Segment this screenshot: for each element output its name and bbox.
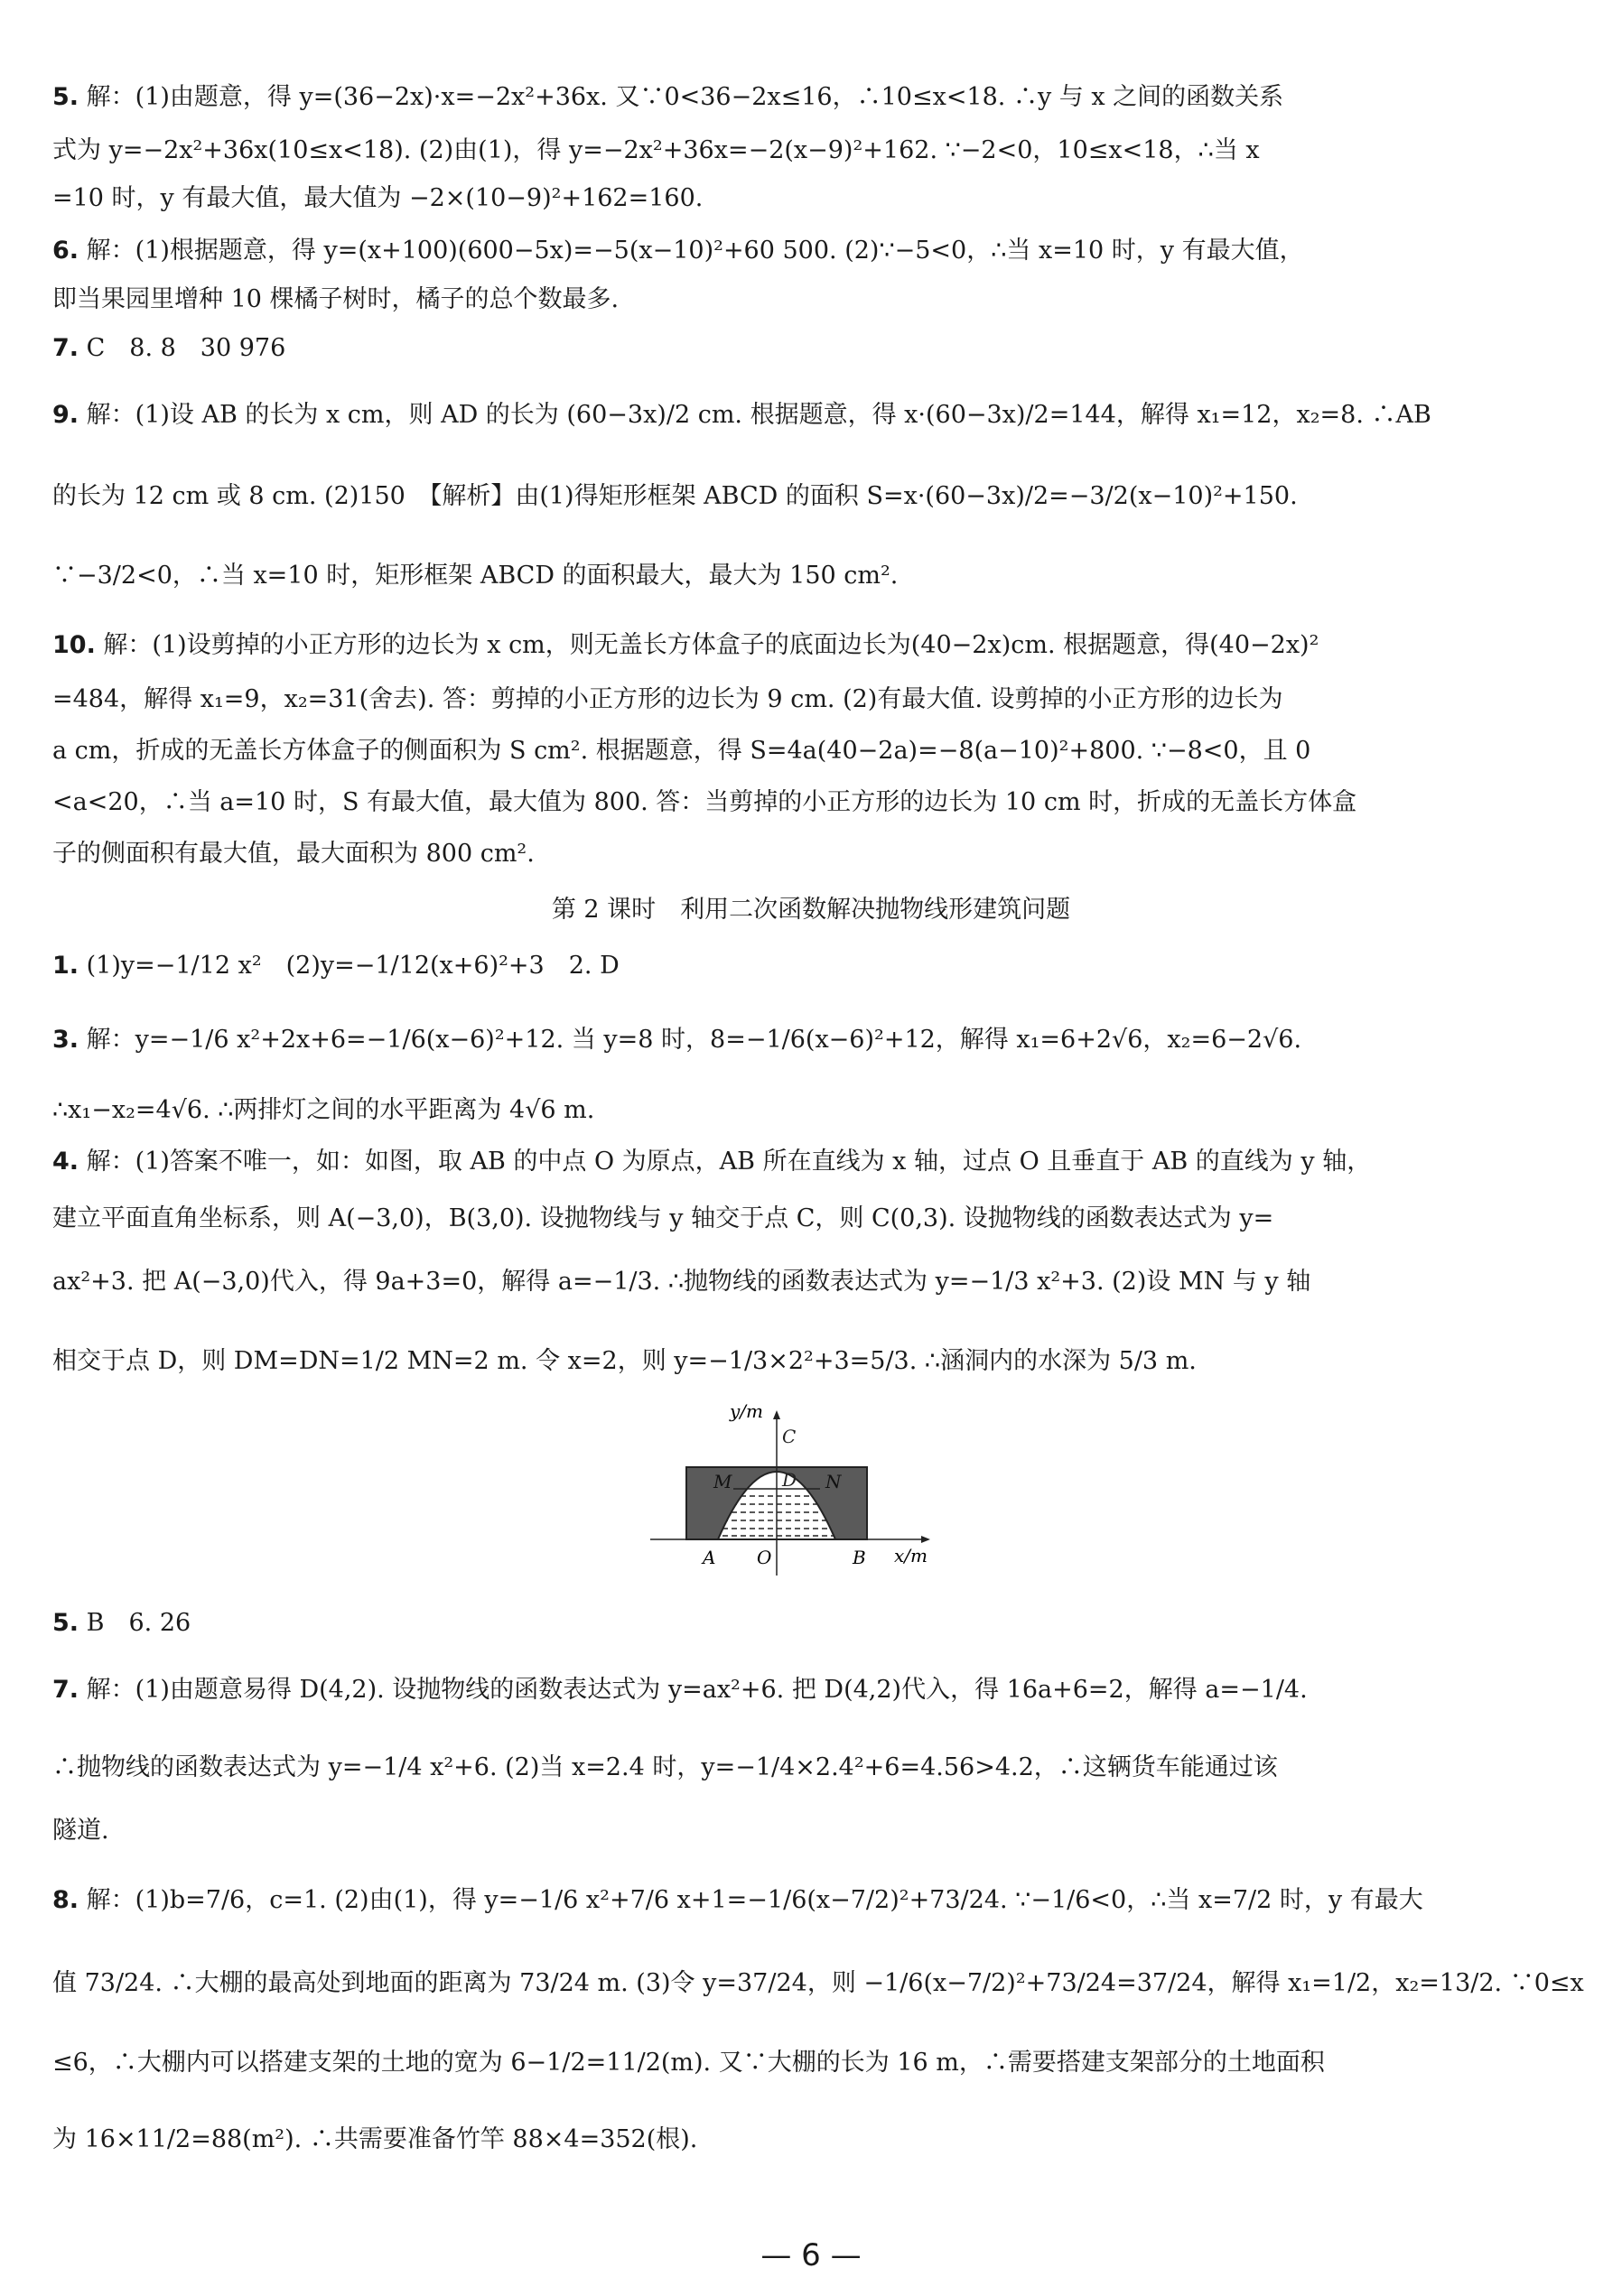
line-text: 解：(1)根据题意，得 y=(x+100)(600−5x)=−5(x−10)²+60 500. (2)∵−5<0，∴当 x=10 时，y 有最大值，	[79, 237, 1304, 265]
line-text: 即当果园里增种 10 棵橘子树时，橘子的总个数最多.	[52, 285, 620, 313]
line-text: 解：(1)由题意，得 y=(36−2x)·x=−2x²+36x. 又∵0<36−2x≤16，∴10≤x<18. ∴y 与 x 之间的函数关系	[79, 83, 1284, 111]
problem-number: 1.	[52, 952, 79, 980]
line-text: (1)y=−1/12 x² (2)y=−1/12(x+6)²+3 2. D	[79, 952, 620, 980]
problem-number: 8.	[52, 1886, 79, 1914]
line-text: 解：y=−1/6 x²+2x+6=−1/6(x−6)²+12. 当 y=8 时，8=−1/6(x−6)²+12，解得 x₁=6+2√6，x₂=6−2√6.	[79, 1026, 1302, 1054]
y-axis-arrow	[773, 1410, 780, 1419]
line-text: ax²+3. 把 A(−3,0)代入，得 9a+3=0，解得 a=−1/3. ∴抛物线的函数表达式为 y=−1/3 x²+3. (2)设 MN 与 y 轴	[52, 1268, 1311, 1296]
point-m-label: M	[713, 1471, 732, 1492]
x-axis-arrow	[921, 1536, 930, 1543]
line-text: 隧道.	[52, 1817, 109, 1845]
culvert-svg	[632, 1399, 975, 1580]
line-text: 解：(1)设剪掉的小正方形的边长为 x cm，则无盖长方体盒子的底面边长为(40−2x)cm. 根据题意，得(40−2x)²	[95, 631, 1319, 659]
problem-number: 7.	[52, 334, 79, 362]
text-line	[52, 1144, 1543, 1180]
line-text: =10 时，y 有最大值，最大值为 −2×(10−9)²+162=160.	[52, 184, 704, 212]
problem-number: 10.	[52, 631, 96, 659]
problem-number: 6.	[52, 237, 79, 265]
line-text: 解：(1)设 AB 的长为 x cm，则 AD 的长为 (60−3x)/2 cm. 根据题意，得 x·(60−3x)/2=144，解得 x₁=12，x₂=8. ∴AB	[79, 401, 1431, 429]
point-b-label: B	[853, 1547, 866, 1568]
section-title: 第 2 课时 利用二次函数解决抛物线形建筑问题	[551, 896, 1071, 924]
text-line	[52, 479, 1543, 515]
problem-number: 5.	[52, 1609, 79, 1637]
problem-number: 7.	[52, 1676, 79, 1704]
line-text: ∴抛物线的函数表达式为 y=−1/4 x²+6. (2)当 x=2.4 时，y=−1/4×2.4²+6=4.56>4.2，∴这辆货车能通过该	[52, 1753, 1278, 1781]
text-line	[52, 1264, 1543, 1300]
page-number: — 6 —	[760, 2237, 862, 2273]
line-text: ∵−3/2<0，∴当 x=10 时，矩形框架 ABCD 的面积最大，最大为 150 cm².	[52, 562, 899, 590]
line-text: 的长为 12 cm 或 8 cm. (2)150 【解析】由(1)得矩形框架 ABCD 的面积 S=x·(60−3x)/2=−3/2(x−10)²+150.	[52, 482, 1298, 510]
line-text: ∴x₁−x₂=4√6. ∴两排灯之间的水平距离为 4√6 m.	[52, 1096, 595, 1124]
text-line	[52, 627, 1543, 664]
x-axis-label: x/m	[894, 1545, 928, 1566]
text-line	[52, 181, 1543, 217]
text-line	[52, 733, 1543, 769]
text-line	[52, 2045, 1543, 2081]
line-text: 相交于点 D，则 DM=DN=1/2 MN=2 m. 令 x=2，则 y=−1/3×2²+3=5/3. ∴涵洞内的水深为 5/3 m.	[52, 1347, 1197, 1375]
line-text: ≤6，∴大棚内可以搭建支架的土地的宽为 6−1/2=11/2(m). 又∵大棚的长为 16 m，∴需要搭建支架部分的土地面积	[52, 2049, 1325, 2077]
text-line	[52, 1343, 1543, 1380]
text-line	[52, 1813, 1543, 1849]
text-line	[52, 233, 1543, 269]
text-line	[52, 330, 1543, 367]
text-line	[52, 1201, 1543, 1237]
line-text: 解：(1)由题意易得 D(4,2). 设抛物线的函数表达式为 y=ax²+6. 把 D(4,2)代入，得 16a+6=2，解得 a=−1/4.	[79, 1676, 1308, 1704]
line-text: 为 16×11/2=88(m²). ∴共需要准备竹竿 88×4=352(根).	[52, 2125, 698, 2153]
point-o-label: O	[757, 1547, 772, 1568]
text-line	[52, 397, 1543, 433]
problem-number: 3.	[52, 1026, 79, 1054]
text-line	[52, 1882, 1543, 1919]
text-line	[52, 1022, 1543, 1058]
point-a-label: A	[703, 1547, 716, 1568]
line-text: 子的侧面积有最大值，最大面积为 800 cm².	[52, 840, 535, 868]
line-text: a cm，折成的无盖长方体盒子的侧面积为 S cm². 根据题意，得 S=4a(40−2a)=−8(a−10)²+800. ∵−8<0，且 0	[52, 737, 1311, 765]
line-text: 解：(1)答案不唯一，如：如图，取 AB 的中点 O 为原点，AB 所在直线为 x 轴，过点 O 且垂直于 AB 的直线为 y 轴，	[79, 1148, 1372, 1176]
problem-number: 4.	[52, 1148, 79, 1176]
text-line	[52, 1966, 1584, 2002]
text-line	[52, 558, 1543, 594]
text-line	[52, 836, 1543, 872]
problem-number: 5.	[52, 83, 79, 111]
text-line	[52, 785, 1543, 821]
text-line	[52, 1092, 1543, 1129]
text-line	[52, 1605, 1543, 1641]
text-line	[52, 948, 1543, 984]
text-line	[52, 133, 1543, 169]
point-c-label: C	[782, 1426, 797, 1447]
text-line	[52, 1672, 1543, 1708]
text-line	[52, 79, 1543, 116]
line-text: 解：(1)b=7/6，c=1. (2)由(1)，得 y=−1/6 x²+7/6 x+1=−1/6(x−7/2)²+73/24. ∵−1/6<0，∴当 x=7/2 时，y 有最大	[79, 1886, 1423, 1914]
line-text: 值 73/24. ∴大棚的最高处到地面的距离为 73/24 m. (3)令 y=37/24，则 −1/6(x−7/2)²+73/24=37/24，解得 x₁=1/2，x₂=13/2. ∵0≤x	[52, 1969, 1584, 1997]
point-n-label: N	[825, 1471, 842, 1492]
text-line	[52, 2122, 1543, 2158]
line-text: B 6. 26	[79, 1609, 191, 1637]
line-text: 式为 y=−2x²+36x(10≤x<18). (2)由(1)，得 y=−2x²+36x=−2(x−9)²+162. ∵−2<0，10≤x<18，∴当 x	[52, 136, 1260, 164]
line-text: <a<20，∴当 a=10 时，S 有最大值，最大值为 800. 答：当剪掉的小正方形的边长为 10 cm 时，折成的无盖长方体盒	[52, 788, 1357, 816]
text-line	[52, 682, 1543, 718]
text-line	[52, 282, 1543, 318]
text-line	[52, 1750, 1543, 1786]
line-text: =484，解得 x₁=9，x₂=31(舍去). 答：剪掉的小正方形的边长为 9 cm. (2)有最大值. 设剪掉的小正方形的边长为	[52, 685, 1283, 713]
y-axis-label: y/m	[730, 1400, 764, 1422]
line-text: C 8. 8 30 976	[79, 334, 286, 362]
point-d-label: D	[782, 1469, 797, 1491]
line-text: 建立平面直角坐标系，则 A(−3,0)，B(3,0). 设抛物线与 y 轴交于点 C，则 C(0,3). 设抛物线的函数表达式为 y=	[52, 1204, 1274, 1232]
problem-number: 9.	[52, 401, 79, 429]
culvert-diagram	[632, 1399, 975, 1580]
